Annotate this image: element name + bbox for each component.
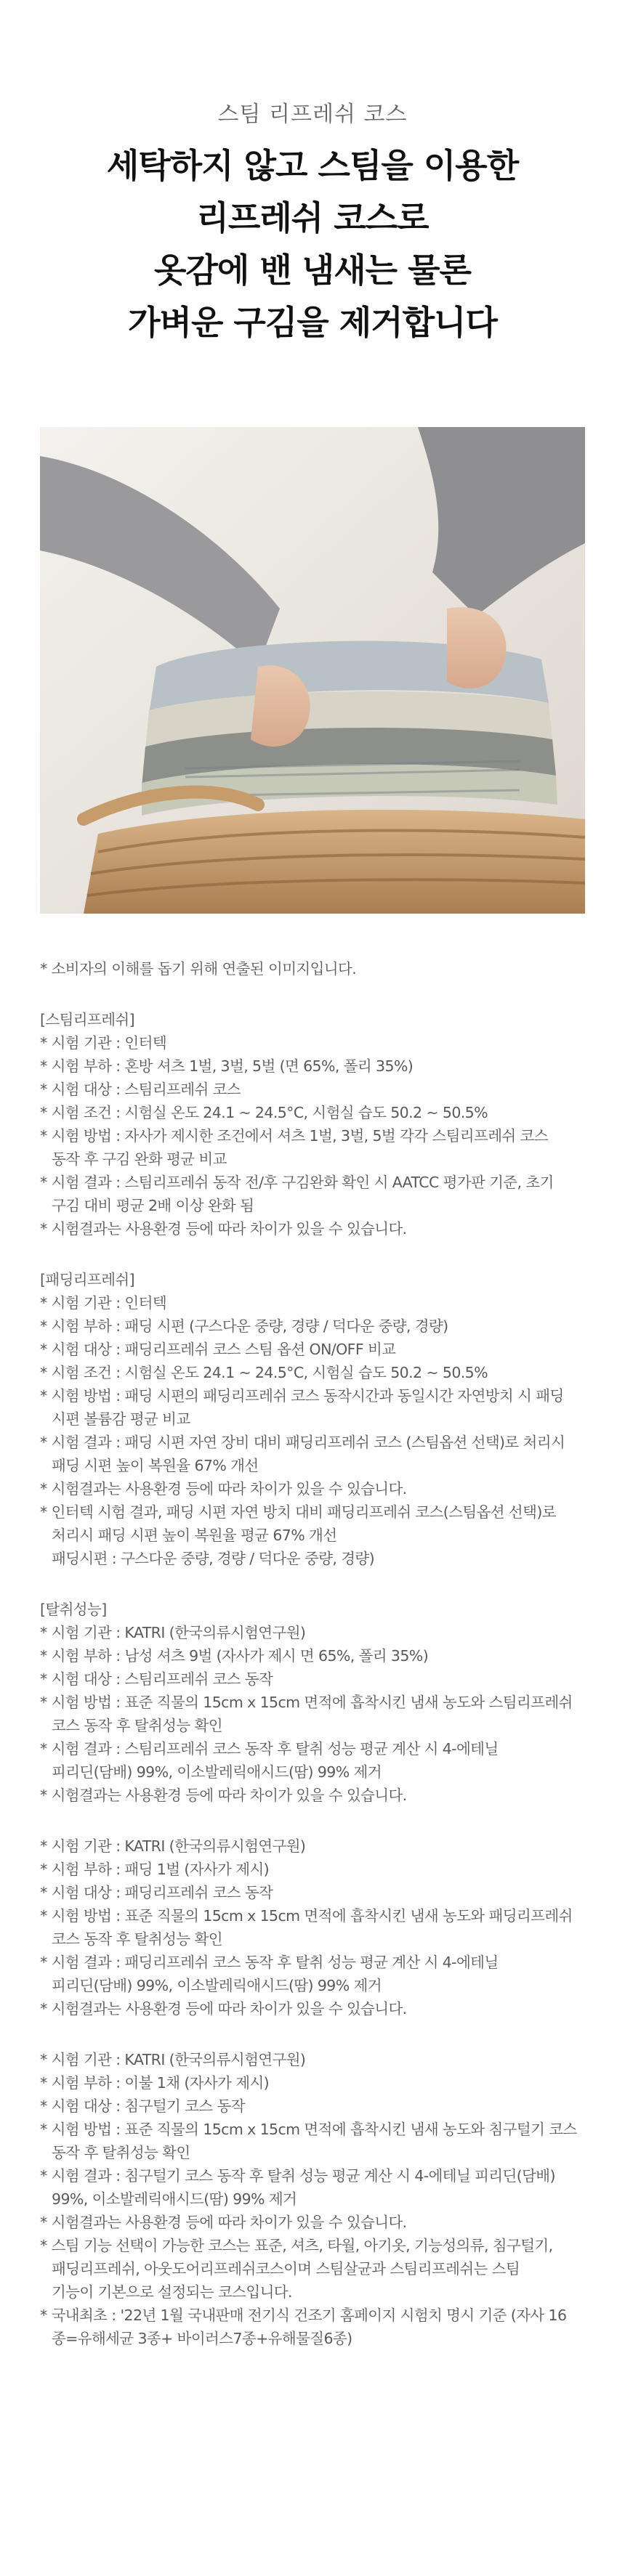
note-line: * 시험 결과 : 침구털기 코스 동작 후 탈취 성능 평균 계산 시 4-에테닐 피리딘(담배) [40,2167,555,2185]
note-line: 기능이 기본으로 설정되는 코스입니다. [52,2283,292,2301]
note-line: * 시험 방법 : 패딩 시편의 패딩리프레쉬 코스 동작시간과 동일시간 자연방치 시 패딩 [40,1387,564,1405]
note-line: 피리딘(담배) 99%, 이소발레릭애시드(땀) 99% 제거 [52,1977,382,1994]
note-line: * 시험 부하 : 패딩 1벌 (자사가 제시) [40,1861,270,1878]
note-line: 동작 후 구김 완화 평균 비교 [52,1150,227,1168]
note-line: * 시험결과는 사용환경 등에 따라 차이가 있을 수 있습니다. [40,1480,407,1498]
note-line: 99%, 이소발레릭애시드(땀) 99% 제거 [52,2190,297,2208]
note-line: * 시험 부하 : 이불 1채 (자사가 제시) [40,2074,270,2092]
note-line: 피리딘(담배) 99%, 이소발레릭애시드(땀) 99% 제거 [52,1763,382,1781]
section-heading-padding-refresh: [패딩리프레쉬] [40,1271,135,1288]
note-line: * 인터텍 시험 결과, 패딩 시편 자연 방치 대비 패딩리프레쉬 코스(스팀옵션 선택)로 [40,1503,556,1521]
note-line: 패딩리프레쉬, 아웃도어리프레쉬코스이며 스팀살균과 스팀리프레쉬는 스팀 [52,2260,520,2278]
note-line: * 시험 부하 : 혼방 셔츠 1벌, 3벌, 5벌 (면 65%, 폴리 35%) [40,1057,414,1075]
headline-line: 세탁하지 않고 스팀을 이용한 [106,146,519,185]
note-line: 처리시 패딩 시편 높이 복원율 평균 67% 개선 [52,1527,337,1544]
note-line: 구김 대비 평균 2배 이상 완화 됨 [52,1197,254,1214]
image-disclaimer: * 소비자의 이해를 돕기 위해 연출된 이미지입니다. [40,960,357,978]
note-line: * 시험 조건 : 시험실 온도 24.1 ~ 24.5°C, 시험실 습도 50.2 ~ 50.5% [40,1104,488,1121]
note-line: * 국내최초 : '22년 1월 국내판매 전기식 건조기 홈페이지 시험치 명시 기준 (자사 16 [40,2307,567,2324]
note-line: * 시험결과는 사용환경 등에 따라 차이가 있을 수 있습니다. [40,1220,407,1238]
note-line: * 시험 결과 : 패딩리프레쉬 코스 동작 후 탈취 성능 평균 계산 시 4-에테닐 [40,1954,499,1971]
note-line: * 스팀 기능 선택이 가능한 코스는 표준, 셔츠, 타월, 아기옷, 기능성의류, 침구털기, [40,2237,553,2254]
note-line: * 시험 부하 : 남성 셔츠 9벌 (자사가 제시 면 65%, 폴리 35%) [40,1647,429,1665]
note-line: 패딩 시편 높이 복원율 67% 개선 [52,1457,259,1474]
note-line: * 시험 부하 : 패딩 시편 (구스다운 중량, 경량 / 덕다운 중량, 경량) [40,1317,448,1335]
note-line: * 시험 방법 : 표준 직물의 15cm x 15cm 면적에 흡착시킨 냄새 농도와 패딩리프레쉬 [40,1907,573,1925]
note-line: * 시험결과는 사용환경 등에 따라 차이가 있을 수 있습니다. [40,2214,407,2231]
note-line: * 시험 대상 : 스팀리프레쉬 코스 동작 [40,1670,273,1688]
note-line: * 시험 결과 : 스팀리프레쉬 코스 동작 후 탈취 성능 평균 계산 시 4-에테닐 [40,1740,499,1758]
note-line: 종=유해세균 3종+ 바이러스7종+유해물질6종) [52,2330,352,2347]
headline [0,139,625,349]
note-line: 패딩시편 : 구스다운 중량, 경량 / 덕다운 중량, 경량) [52,1550,375,1567]
note-line: * 시험 기관 : 인터텍 [40,1034,167,1052]
note-line: * 시험 대상 : 패딩리프레쉬 코스 스팀 옵션 ON/OFF 비교 [40,1341,396,1358]
note-line: * 시험 조건 : 시험실 온도 24.1 ~ 24.5°C, 시험실 습도 50.2 ~ 50.5% [40,1364,488,1381]
note-line: * 시험 기관 : KATRI (한국의류시험연구원) [40,2051,306,2068]
headline-line: 리프레쉬 코스로 [196,198,429,237]
section-subtitle: 스팀 리프레쉬 코스 [217,102,408,127]
note-line: * 시험 방법 : 자사가 제시한 조건에서 셔츠 1벌, 3벌, 5벌 각각 스팀리프레쉬 코스 [40,1127,548,1145]
headline-line: 가벼운 구김을 제거합니다 [128,303,497,342]
note-line: 코스 동작 후 탈취성능 확인 [52,1930,222,1948]
hero-image-folded-towels [40,427,585,914]
note-line: * 시험 기관 : 인터텍 [40,1294,167,1312]
note-line: * 시험 대상 : 침구털기 코스 동작 [40,2097,245,2115]
note-line: 동작 후 탈취성능 확인 [52,2144,190,2161]
note-line: * 시험 결과 : 스팀리프레쉬 동작 전/후 구김완화 확인 시 AATCC 평가판 기준, 초기 [40,1174,554,1191]
note-line: * 시험 대상 : 스팀리프레쉬 코스 [40,1081,241,1098]
note-line: * 시험 결과 : 패딩 시편 자연 장비 대비 패딩리프레쉬 코스 (스팀옵션 선택)로 처리시 [40,1434,565,1451]
note-line: * 시험결과는 사용환경 등에 따라 차이가 있을 수 있습니다. [40,2000,407,2018]
section-heading-deodorizing: [탈취성능] [40,1601,107,1618]
note-line: * 시험 대상 : 패딩리프레쉬 코스 동작 [40,1884,273,1901]
note-line: * 시험 방법 : 표준 직물의 15cm x 15cm 면적에 흡착시킨 냄새 농도와 스팀리프레쉬 [40,1694,573,1711]
note-line: * 시험 기관 : KATRI (한국의류시험연구원) [40,1837,306,1855]
note-line: * 시험 방법 : 표준 직물의 15cm x 15cm 면적에 흡착시킨 냄새 농도와 침구털기 코스 [40,2121,577,2138]
section-heading-steam-refresh: [스팀리프레쉬] [40,1011,135,1028]
note-line: * 시험결과는 사용환경 등에 따라 차이가 있을 수 있습니다. [40,1787,407,1804]
test-notes [40,957,592,2350]
note-line: 시편 볼륨감 평균 비교 [52,1410,190,1428]
headline-line: 옷감에 밴 냄새는 물론 [154,251,471,290]
note-line: * 시험 기관 : KATRI (한국의류시험연구원) [40,1624,306,1641]
note-line: 코스 동작 후 탈취성능 확인 [52,1717,222,1734]
